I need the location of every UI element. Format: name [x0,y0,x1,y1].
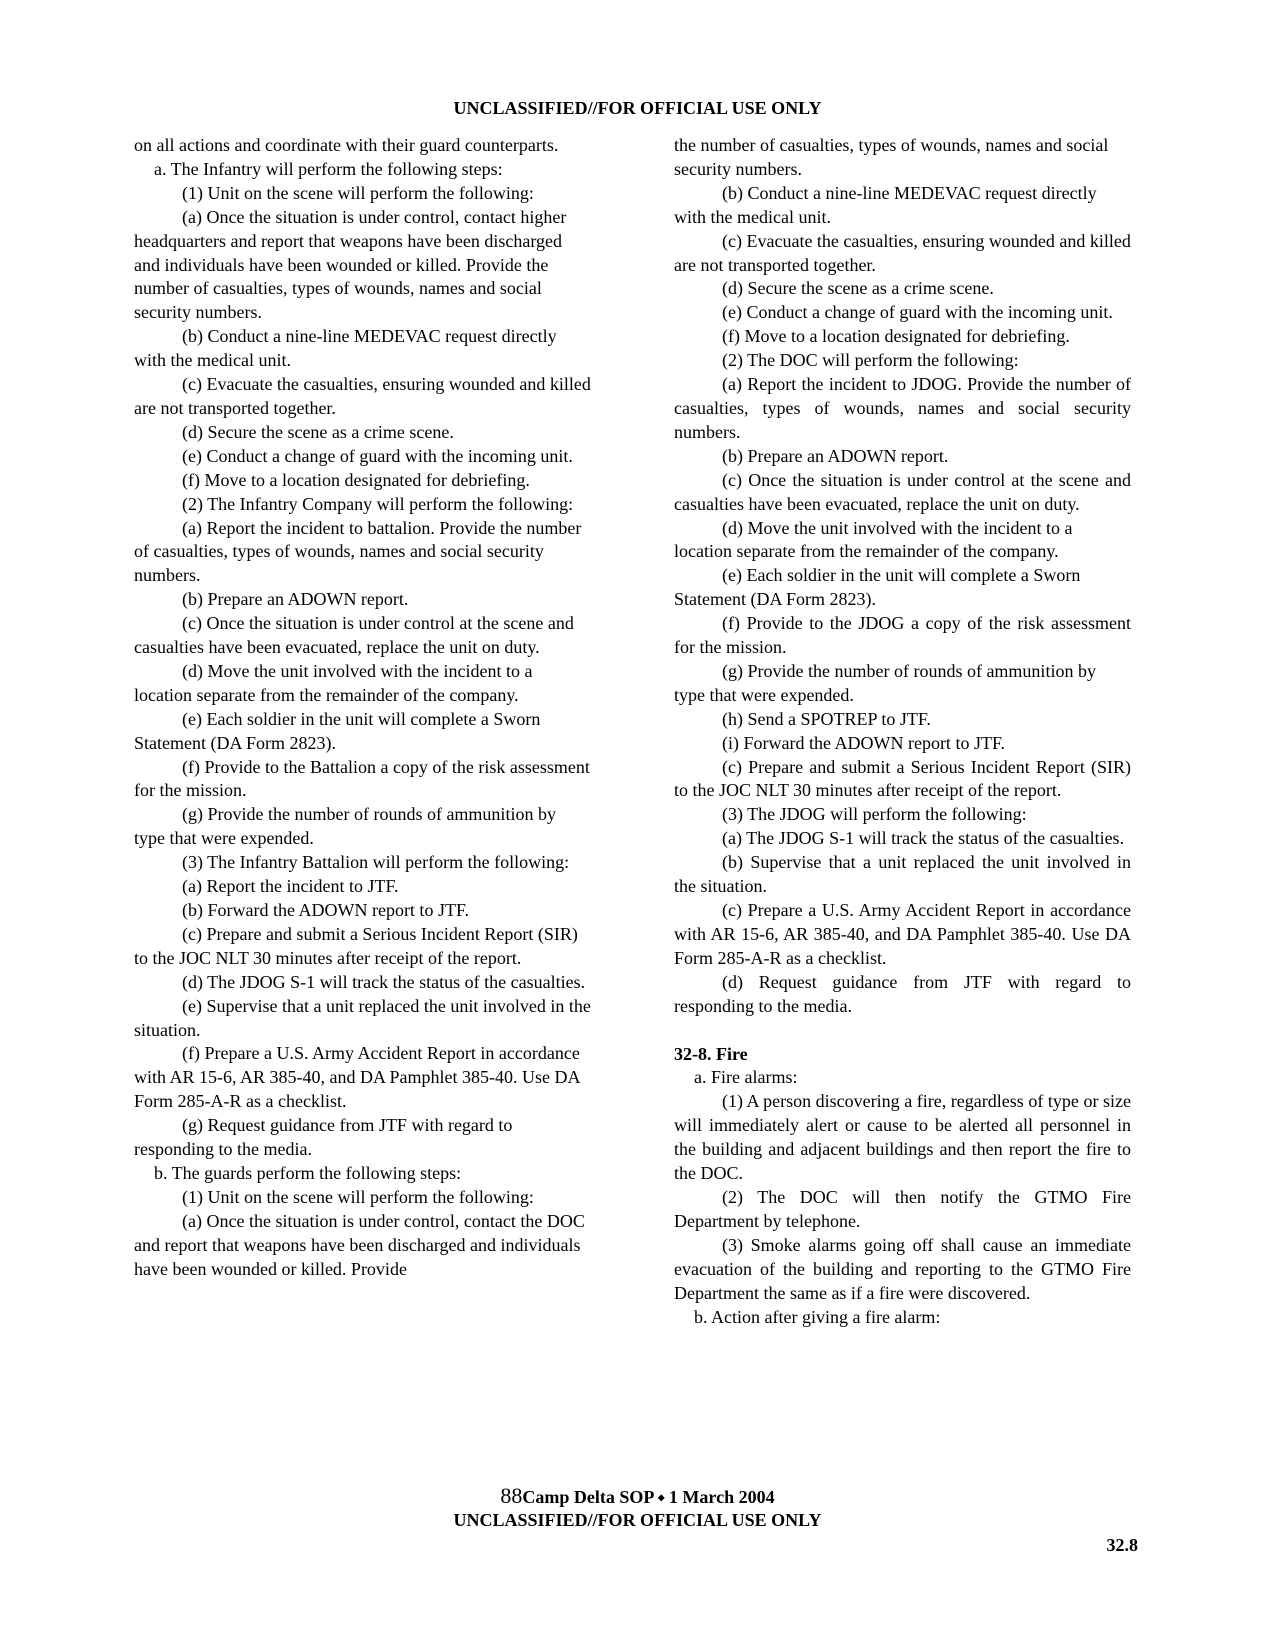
paragraph: (e) Conduct a change of guard with the incoming unit. [722,302,1113,323]
paragraph: (d) Request guidance from JTF with regard to responding to the media. [674,971,1131,1016]
paragraph: (a) Once the situation is under control, contact the DOC and report that weapons have been discharged and individuals have been wounded or killed. Provide [134,1210,585,1279]
paragraph: (f) Provide to the Battalion a copy of the risk assessment for the mission. [134,756,590,801]
paragraph: (a) The JDOG S-1 will track the status of the casualties. [722,828,1125,849]
paragraph: (b) Prepare an ADOWN report. [722,445,949,466]
paragraph: (h) Send a SPOTREP to JTF. [722,708,931,729]
paragraph: (b) Conduct a nine-line MEDEVAC request directly with the medical unit. [134,326,557,371]
paragraph: a. The Infantry will perform the following steps: [154,158,503,179]
paragraph: (f) Move to a location designated for debriefing. [722,326,1070,347]
paragraph: a. Fire alarms: [694,1067,798,1088]
paragraph: (f) Prepare a U.S. Army Accident Report in accordance with AR 15-6, AR 385-40, and DA Pamphlet 385-40. Use DA Form 285-A-R as a checklist. [134,1043,580,1112]
paragraph: (e) Conduct a change of guard with the incoming unit. [182,445,573,466]
paragraph: (2) The Infantry Company will perform the following: [182,493,574,514]
paragraph: (d) The JDOG S-1 will track the status of the casualties. [182,971,586,992]
paragraph: (3) The Infantry Battalion will perform the following: [182,852,570,873]
header-classification: UNCLASSIFIED//FOR OFFICIAL USE ONLY [453,98,822,118]
paragraph: (b) Conduct a nine-line MEDEVAC request directly with the medical unit. [674,182,1097,227]
section-heading: 32-8. Fire [674,1043,748,1064]
paragraph: (e) Supervise that a unit replaced the unit involved in the situation. [134,995,591,1040]
paragraph: (f) Provide to the JDOG a copy of the risk assessment for the mission. [674,613,1131,658]
paragraph: (e) Each soldier in the unit will complete a Sworn Statement (DA Form 2823). [134,708,541,753]
paragraph: (a) Report the incident to JDOG. Provide the number of casualties, types of wounds, names and social security numbers. [674,374,1131,442]
right-column [674,134,1131,1329]
paragraph: (c) Prepare and submit a Serious Incident Report (SIR) to the JOC NLT 30 minutes after receipt of the report. [674,756,1131,801]
footer [0,1484,1275,1532]
paragraph: (b) Prepare an ADOWN report. [182,589,409,610]
paragraph: (d) Move the unit involved with the incident to a location separate from the remainder of the company. [674,517,1073,562]
paragraph: (c) Evacuate the casualties, ensuring wounded and killed are not transported together. [134,374,591,418]
paragraph: on all actions and coordinate with their guard counterparts. [134,135,559,155]
paragraph: (d) Move the unit involved with the incident to a location separate from the remainder of the company. [134,660,533,705]
separator-diamond: ⬩ [657,1487,665,1507]
paragraph: (e) Each soldier in the unit will complete a Sworn Statement (DA Form 2823). [674,565,1081,610]
footer-classification: UNCLASSIFIED//FOR OFFICIAL USE ONLY [453,1510,822,1530]
footer-title-line [0,1484,1275,1509]
paragraph: (2) The DOC will perform the following: [722,350,1019,371]
page-number: 88 [500,1483,523,1508]
paragraph: (c) Evacuate the casualties, ensuring wounded and killed are not transported together. [674,230,1131,275]
paragraph: b. Action after giving a fire alarm: [694,1306,941,1327]
paragraph: (c) Prepare and submit a Serious Incident Report (SIR) to the JOC NLT 30 minutes after receipt of the report. [134,923,578,968]
paragraph: (a) Once the situation is under control, contact higher headquarters and report that weapons have been discharged and individuals have been wounded or killed. Provide the number of casualties, types of wounds, names and social security numbers. [134,206,567,323]
paragraph: (3) The JDOG will perform the following: [722,804,1027,825]
section-number: 32.8 [1106,1535,1138,1555]
paragraph: (1) A person discovering a fire, regardless of type or size will immediately alert or cause to be alerted all personnel in the building and adjacent buildings and then report the fire to the DOC. [674,1091,1131,1184]
paragraph: (1) Unit on the scene will perform the following: [182,1186,534,1207]
paragraph: (g) Provide the number of rounds of ammunition by type that were expended. [674,660,1096,705]
left-column [134,134,591,1282]
paragraph: (c) Once the situation is under control at the scene and casualties have been evacuated, replace the unit on duty. [674,469,1131,514]
paragraph: (a) Report the incident to JTF. [182,876,399,897]
paragraph: (1) Unit on the scene will perform the following: [182,182,534,203]
paragraph: (3) Smoke alarms going off shall cause an immediate evacuation of the building and reporting to the GTMO Fire Department the same as if a fire were discovered. [674,1234,1131,1303]
document-date: 1 March 2004 [668,1487,775,1507]
paragraph: (g) Request guidance from JTF with regard to responding to the media. [134,1115,513,1160]
paragraph: (b) Forward the ADOWN report to JTF. [182,900,470,920]
paragraph: (d) Secure the scene as a crime scene. [722,278,994,299]
paragraph: (i) Forward the ADOWN report to JTF. [722,732,1006,753]
paragraph: (b) Supervise that a unit replaced the unit involved in the situation. [674,852,1131,897]
paragraph: b. The guards perform the following steps: [154,1162,462,1183]
document-title: Camp Delta SOP [522,1487,654,1507]
paragraph: the number of casualties, types of wounds, names and social security numbers. [674,135,1109,179]
paragraph: (2) The DOC will then notify the GTMO Fire Department by telephone. [674,1186,1131,1231]
paragraph: (g) Provide the number of rounds of ammunition by type that were expended. [134,804,556,849]
paragraph: (c) Prepare a U.S. Army Accident Report in accordance with AR 15-6, AR 385-40, and DA Pamphlet 385-40. Use DA Form 285-A-R as a checklist. [674,900,1131,968]
paragraph: (a) Report the incident to battalion. Provide the number of casualties, types of wounds, names and social security numbers. [134,517,582,586]
paragraph: (d) Secure the scene as a crime scene. [182,421,454,442]
paragraph: (f) Move to a location designated for debriefing. [182,469,530,490]
paragraph: (c) Once the situation is under control at the scene and casualties have been evacuated, replace the unit on duty. [134,613,574,658]
